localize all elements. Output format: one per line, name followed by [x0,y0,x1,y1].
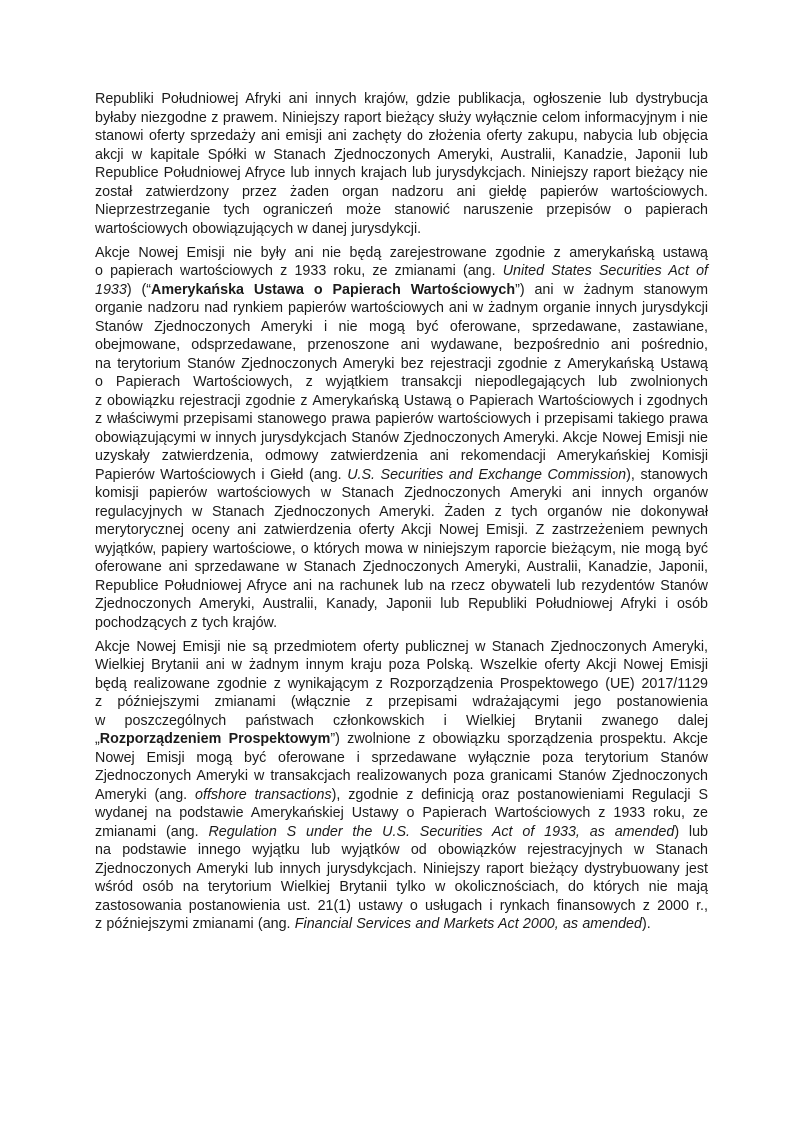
text-run-normal: ”) ani w żadnym stanowym organie nadzoru nad rynkiem papierów wartościowych ani w żadnym organie innych jurysdykcji Stanów Zjednoczonych Ameryki i nie mogą być oferowane, sprzedawane, zastawiane, obejmowane, odsprzedawane, przenoszone ani wydawane, bezpośrednio ani pośrednio, na terytorium Stanów Zjednoczonych Ameryki bez rejestracji zgodnie z Amerykańską Ustawą o Papierach Wartościowych, z wyjątkiem transakcji niepodlegających lub zwolnionych z obowiązku rejestracji zgodnie z Amerykańską Ustawą o Papierach Wartościowych i zgodnych z właściwymi przepisami stanowego prawa papierów wartościowych i przepisami takiego prawa obowiązującymi w innych jurysdykcjach Stanów Zjednoczonych Ameryki. Akcje Nowej Emisji nie uzyskały zatwierdzenia, odmowy zatwierdzenia ani rekomendacji Amerykańskiej Komisji Papierów Wartościowych i Giełd (ang. [95,281,708,483]
paragraph-2 [95,244,708,633]
text-run-normal: Akcje Nowej Emisji nie są przedmiotem oferty publicznej w Stanach Zjednoczonych Ameryki, Wielkiej Brytanii ani w żadnym innym kraju poza Polską. Wszelkie oferty Akcji Nowej Emisji będą realizowane zgodnie z wynikającym z Rozporządzenia Prospektowego (UE) 2017/1129 z późniejszymi zmianami (włącznie z przepisami wdrażającymi jego postanowienia w poszczególnych państwach członkowskich i Wielkiej Brytanii zwanego dalej „ [95,638,708,747]
text-run-normal: Akcje Nowej Emisji nie były ani nie będą zarejestrowane zgodnie z amerykańską ustawą o papierach wartościowych z 1933 roku, ze zmianami (ang. [95,244,708,279]
text-run-normal: ) (“ [126,281,151,298]
text-run-normal: ). [641,916,651,932]
text-run-italic: Regulation S under the U.S. Securities Act of 1933, as amended [208,823,675,840]
text-run-italic: Financial Services and Markets Act 2000, as amended [294,916,642,932]
paragraph-3 [95,638,708,934]
text-run-italic: offshore transactions [195,786,332,803]
document-body [95,90,708,934]
paragraph-1 [95,90,708,238]
text-run-normal: ), stanowych komisji papierów wartościowych w Stanach Zjednoczonych Ameryki ani innych organów regulacyjnych w Stanach Zjednoczonych Ameryki. Żaden z tych organów nie dokonywał merytorycznej oceny ani zatwierdzenia oferty Akcji Nowej Emisji. Z zastrzeżeniem pewnych wyjątków, papiery wartościowe, o których mowa w niniejszym raporcie bieżącym, nie mogą być oferowane ani sprzedawane w Stanach Zjednoczonych Ameryki, Australii, Kanadzie, Japonii, Republice Południowej Afryce ani na rachunek lub na rzecz obywateli lub rezydentów Stanów Zjednoczonych Ameryki, Australii, Kanady, Japonii lub Republiki Południowej Afryki i osób pochodzących z tych krajów. [95,466,708,631]
text-run-bold: Rozporządzeniem Prospektowym [99,731,331,747]
text-run-italic: U.S. Securities and Exchange Commission [347,466,627,483]
text-run-normal: ) lub na podstawie innego wyjątku lub wyjątków od obowiązków rejestracyjnych w Stanach Zjednoczonych Ameryki lub innych jurysdykcjach. Niniejszy raport bieżący dystrybuowany jest wśród osób na terytorium Wielkiej Brytanii tylko w okolicznościach, do których nie mają zastosowania postanowienia ust. 21(1) ustawy o usługach i rynkach finansowych z 2000 r., z późniejszymi zmianami (ang. [95,823,708,932]
text-run-normal: ”) zwolnione z obowiązku sporządzenia prospektu. Akcje Nowej Emisji mogą być oferowane i sprzedawane wyłącznie poza terytorium Stanów Zjednoczonych Ameryki w transakcjach realizowanych poza granicami Stanów Zjednoczonych Ameryki (ang. [95,731,709,803]
text-run-italic: United States Securities Act of 1933 [95,263,709,298]
text-run-normal: ), zgodnie z definicją oraz postanowieniami Regulacji S wydanej na podstawie Amerykańskiej Ustawy o Papierach Wartościowych z 1933 roku, ze zmianami (ang. [95,786,709,840]
text-run-normal: Republiki Południowej Afryki ani innych krajów, gdzie publikacja, ogłoszenie lub dystrybucja byłaby niezgodne z prawem. Niniejszy raport bieżący służy wyłącznie celom informacyjnym i nie stanowi oferty sprzedaży ani emisji ani zachęty do złożenia oferty zakupu, nabycia lub objęcia akcji w kapitale Spółki w Stanach Zjednoczonych Ameryki, Australii, Kanadzie, Japonii lub Republice Południowej Afryce lub innych krajach lub jurysdykcjach. Niniejszy raport bieżący nie został zatwierdzony przez żaden organ nadzoru ani giełdę papierów wartościowych. Nieprzestrzeganie tych ograniczeń może stanowić naruszenie przepisów o papierach wartościowych obowiązujących w danej jurysdykcji. [95,91,708,237]
text-run-bold: Amerykańska Ustawa o Papierach Wartościowych [151,281,516,298]
